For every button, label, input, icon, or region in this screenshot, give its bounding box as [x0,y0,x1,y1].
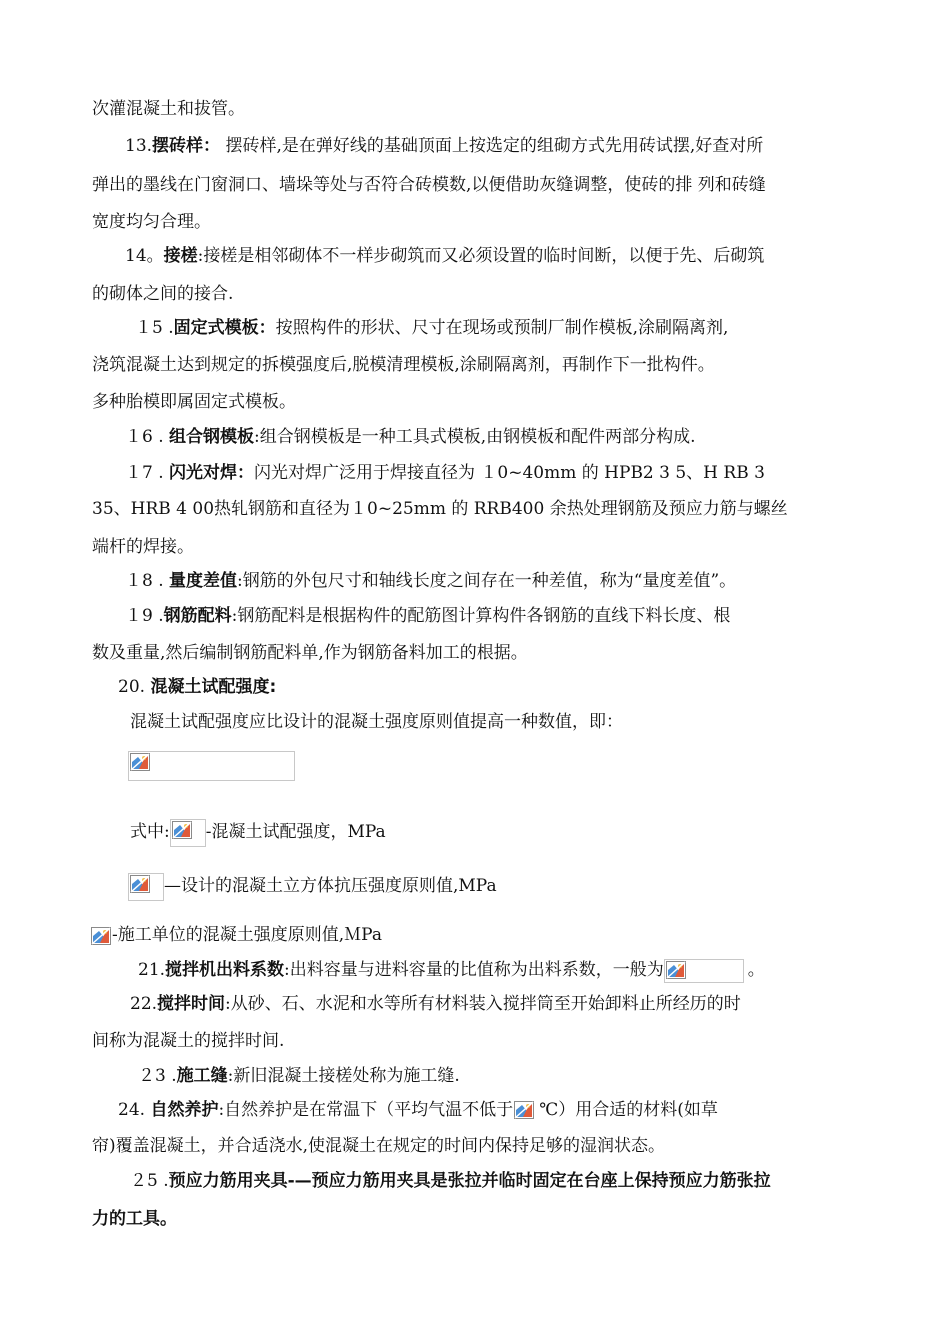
term-title: 组合钢模板 [169,427,255,447]
item-13: 13.摆砖样： 摆砖样,是在弹好线的基础顶面上按选定的组砌方式先用砖试摆,好查对所 [125,136,764,156]
text-line: 的砌体之间的接合. [92,284,234,304]
text-line: 35、HRB 4 00热轧钢筋和直径为１0~25mm 的 RRB400 余热处理钢筋及预应力筋与螺丝 [92,499,788,519]
item-18: １8 . 量度差值:钢筋的外包尺寸和轴线长度之间存在一种差值，称为“量度差值”。 [125,571,737,591]
text-line: 弹出的墨线在门窗洞口、墙垛等处与否符合砖模数,以便借助灰缝调整，使砖的排 列和砖缝 [92,175,766,195]
text-line: 混凝土试配强度应比设计的混凝土强度原则值提高一种数值，即： [130,712,623,732]
term-title: 固定式模板： [173,318,276,338]
term-title: 量度差值 [169,571,238,591]
broken-image-icon [130,875,150,893]
term-title: 钢筋配料 [163,606,232,626]
term-title: 摆砖样： [152,136,221,156]
text-line: 浇筑混凝土达到规定的拆模强度后,脱模清理模板,涂刷隔离剂，再制作下一批构件。 [92,355,715,375]
text-line: 端杆的焊接。 [92,537,194,557]
text-line: 宽度均匀合理。 [92,212,211,232]
text-line: 次灌混凝土和拔管。 [92,99,245,119]
broken-image-icon [514,1101,534,1119]
term-title: 搅拌时间 [157,994,226,1014]
broken-image-icon [172,821,192,839]
formula-image [128,751,295,781]
broken-image-icon [91,927,111,945]
item-19: １9 .钢筋配料:钢筋配料是根据构件的配筋图计算构件各钢筋的直线下料长度、根 [125,606,731,626]
term-title: 力的工具。 [92,1209,177,1229]
item-20: 20. 混凝土试配强度: [118,677,277,697]
term-title: 自然养护 [150,1100,219,1120]
text-line: 多种胎模即属固定式模板。 [92,392,296,412]
item-16: １6 . 组合钢模板:组合钢模板是一种工具式模板,由钢模板和配件两部分构成. [125,427,696,447]
term-title: 接槎 [163,246,198,266]
item-21: 21.搅拌机出料系数:出料容量与进料容量的比值称为出料系数，一般为 。 [138,957,765,983]
term-title: 搅拌机出料系数 [165,960,285,980]
coefficient-image [664,959,744,983]
text-line [92,1208,177,1230]
formula-legend-2: —设计的混凝土立方体抗压强度原则值,MPa [128,870,497,902]
broken-image-icon [130,753,150,771]
formula-legend-3: -施工单位的混凝土强度原则值,ＭPa [90,924,382,946]
text-line: 数及重量,然后编制钢筋配料单,作为钢筋备料加工的根据。 [92,643,528,663]
term-title: 施工缝 [176,1066,228,1086]
symbol-image [90,926,112,946]
item-25: ２5 .预应力筋用夹具-—预应力筋用夹具是张拉并临时固定在台座上保持预应力筋张拉 [130,1171,771,1191]
broken-image-icon [666,961,686,979]
item-15: １5 .固定式模板：按照构件的形状、尺寸在现场或预制厂制作模板,涂刷隔离剂, [135,318,729,338]
symbol-image [128,873,164,901]
item-23: ２3 .施工缝:新旧混凝土接槎处称为施工缝. [138,1066,460,1086]
formula-legend-1: 式中: -混凝土试配强度，MPa [130,816,386,848]
term-title: 预应力筋用夹具-—预应力筋用夹具是张拉并临时固定在台座上保持预应力筋张拉 [168,1171,771,1191]
item-24: 24. 自然养护:自然养护是在常温下（平均气温不低于 ℃）用合适的材料(如草 [118,1100,718,1120]
item-22: 22.搅拌时间:从砂、石、水泥和水等所有材料装入搅拌筒至开始卸料止所经历的时 [130,994,741,1014]
text-line: 帘)覆盖混凝土，并合适浇水,使混凝土在规定的时间内保持足够的湿润状态。 [92,1136,666,1156]
item-17: １7 . 闪光对焊：闪光对焊广泛用于焊接直径为 １0~40mm 的 HPB2 3 5、H RB 3 [125,463,765,483]
term-title: 闪光对焊： [169,463,255,483]
symbol-image [170,819,206,847]
item-14: 14。接槎:接槎是相邻砌体不一样步砌筑而又必须设置的临时间断，以便于先、后砌筑 [125,246,765,266]
temperature-image [513,1100,539,1122]
text-line: 间称为混凝土的搅拌时间. [92,1031,285,1051]
term-title: 混凝土试配强度: [150,677,277,697]
